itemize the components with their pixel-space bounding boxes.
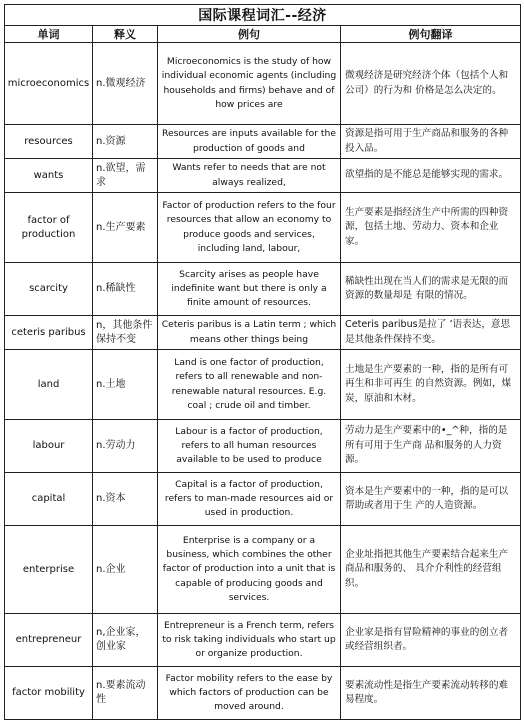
example-cell: Resources are inputs available for the production of goods and: [158, 125, 341, 159]
translation-cell: 欲望指的是不能总是能够实现的需求。: [341, 159, 521, 193]
table-row: [5, 473, 521, 526]
translation-cell: 资源是指可用于生产商品和服务的各种投入品。: [341, 125, 521, 159]
example-cell: Microeconomics is the study of how individual economic agents (including households and firms) behave and of how prices are: [158, 43, 341, 125]
column-header-translation: 例句翻译: [341, 26, 521, 43]
table-row: [5, 125, 521, 159]
meaning-cell: n,企业家，创业家: [93, 614, 158, 667]
example-cell: Ceteris paribus is a Latin term ; which means other things being: [158, 316, 341, 350]
meaning-cell: n.资本: [93, 473, 158, 526]
translation-cell: 土地是生产要素的一种，指的是所有可再生和非可再生 的自然资源。例如，煤炭，原油和木材。: [341, 350, 521, 420]
example-cell: Factor of production refers to the four resources that allow an economy to produce goods and services, including land, labour,: [158, 193, 341, 263]
word-cell: capital: [5, 473, 93, 526]
word-cell: factor of production: [5, 193, 93, 263]
table-row: [5, 193, 521, 263]
table-row: [5, 614, 521, 667]
example-cell: Capital is a factor of production, refers to man-made resources aid or used in production.: [158, 473, 341, 526]
header-row: [5, 26, 521, 43]
word-cell: resources: [5, 125, 93, 159]
table-row: [5, 526, 521, 614]
column-header-example: 例句: [158, 26, 341, 43]
word-cell: scarcity: [5, 263, 93, 316]
meaning-cell: n.企业: [93, 526, 158, 614]
word-cell: entrepreneur: [5, 614, 93, 667]
meaning-cell: n.土地: [93, 350, 158, 420]
translation-cell: 微观经济是研究经济个体（包括个人和公司）的行为和 价格是怎么决定的。: [341, 43, 521, 125]
meaning-cell: n.资源: [93, 125, 158, 159]
word-cell: wants: [5, 159, 93, 193]
table-row: [5, 159, 521, 193]
translation-cell: 要素流动性是指生产要素流动转移的难易程度。: [341, 667, 521, 720]
vocabulary-table: [4, 4, 521, 720]
table-title: 国际课程词汇--经济: [5, 5, 521, 26]
example-cell: Entrepreneur is a French term, refers to risk taking individuals who start up or organize production.: [158, 614, 341, 667]
example-cell: Scarcity arises as people have indefinite want but there is only a finite amount of resources.: [158, 263, 341, 316]
column-header-meaning: 释义: [93, 26, 158, 43]
meaning-cell: n.欲望，需求: [93, 159, 158, 193]
table-row: [5, 43, 521, 125]
meaning-cell: n.生产要素: [93, 193, 158, 263]
word-cell: labour: [5, 420, 93, 473]
table-row: [5, 420, 521, 473]
word-cell: enterprise: [5, 526, 93, 614]
translation-cell: 生产要素是指经济生产中所需的四种资源，包括土地、劳动力、资本和企业家。: [341, 193, 521, 263]
word-cell: ceteris paribus: [5, 316, 93, 350]
example-cell: Wants refer to needs that are not always realized,: [158, 159, 341, 193]
table-row: [5, 667, 521, 720]
meaning-cell: n，其他条件保持不变: [93, 316, 158, 350]
meaning-cell: n.要素流动性: [93, 667, 158, 720]
translation-cell: 劳动力是生产要素中的•_^种，指的是所有可用于生产商 品和服务的人力资源。: [341, 420, 521, 473]
translation-cell: 企业址指把其他生产要素结合起来生产商品和服务的、 具介介利性的经营组织。: [341, 526, 521, 614]
word-cell: factor mobility: [5, 667, 93, 720]
meaning-cell: n.微观经济: [93, 43, 158, 125]
word-cell: microeconomics: [5, 43, 93, 125]
title-row: [5, 5, 521, 26]
table-row: [5, 316, 521, 350]
column-header-word: 单词: [5, 26, 93, 43]
translation-cell: Ceteris paribus是拉了 ’语表达，意思是其他条件保持不变。: [341, 316, 521, 350]
example-cell: Land is one factor of production, refers to all renewable and non-renewable natural resources. E.g. coal ; crude oil and timber.: [158, 350, 341, 420]
translation-cell: 稀缺性出现在当人们的需求是无限的而资源的数量却是 有限的情况。: [341, 263, 521, 316]
translation-cell: 企业家是指有冒险精神的事业的创立者或经营组织者。: [341, 614, 521, 667]
word-cell: land: [5, 350, 93, 420]
table-row: [5, 263, 521, 316]
table-row: [5, 350, 521, 420]
meaning-cell: n.稀缺性: [93, 263, 158, 316]
example-cell: Factor mobility refers to the ease by which factors of production can be moved around.: [158, 667, 341, 720]
meaning-cell: n.劳动力: [93, 420, 158, 473]
example-cell: Enterprise is a company or a business, which combines the other factor of production into a unit that is capable of producing goods and services.: [158, 526, 341, 614]
translation-cell: 资本是生产要素中的一种，指的是可以帮助或者用于生 产的人造资源。: [341, 473, 521, 526]
example-cell: Labour is a factor of production, refers to all human resources available to be used to produce: [158, 420, 341, 473]
